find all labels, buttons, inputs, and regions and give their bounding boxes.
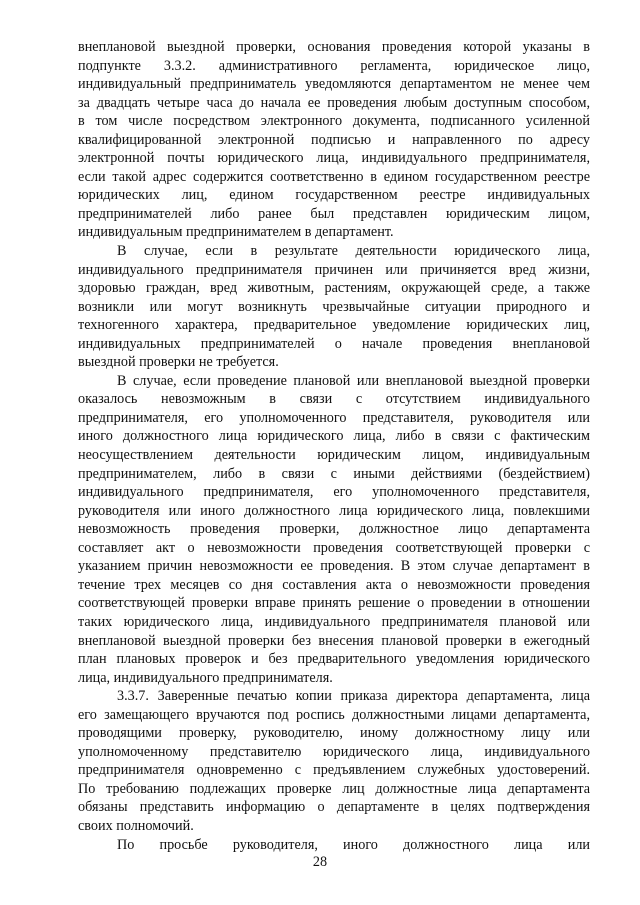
text-line: таких юридического лица, индивидуального предпринимателя плановой или [78,613,590,630]
page-number: 28 [312,854,328,870]
text-line: предпринимателем, либо в связи с иными действиями (бездействием) [78,465,590,482]
text-line: юридических лиц, едином государственном реестре индивидуальных [78,187,590,204]
text-line: индивидуальный предприниматель уведомляются департаментом не менее чем [78,76,590,93]
text-line: электронной почты юридического лица, индивидуального предпринимателя, [78,150,590,167]
text-line: индивидуального предпринимателя, его уполномоченного представителя, [78,484,590,501]
text-line: невозможность проведения проверки, должностное лицо департамента [78,521,590,538]
paragraph [78,836,590,855]
text-line: подпункте 3.3.2. административного регламента, юридическое лицо, [78,57,590,74]
text-line: внеплановой выездной проверки, основания проведения которой указаны в [78,39,590,55]
text-line: внеплановой выездной проверки без внесения плановой проверки в ежегодный [78,632,590,649]
text-line: указанием причин невозможности ее проведения. В этом случае департамент в [78,558,590,575]
text-line: здоровью граждан, вред животным, растениям, окружающей среде, а также [78,280,590,297]
text-line: если такой адрес содержится соответственно в едином государственном реестре [78,168,590,185]
text-line: лица, индивидуального предпринимателя. [78,669,333,686]
text-line: предпринимателя, его уполномоченного представителя, руководителя или [78,409,590,426]
text-line: индивидуальных предпринимателей о начале проведения внеплановой [78,335,590,352]
text-line: В случае, если проведение плановой или внеплановой выездной проверки [117,372,590,389]
text-line: течение трех месяцев со дня составления акта о невозможности проведения [78,576,590,593]
text-line: неосуществлением деятельности юридическим лицом, индивидуальным [78,447,590,464]
text-line: предпринимателя одновременно с предъявлением служебных удостоверений. [78,762,590,779]
text-line: обязаны представить информацию о департаменте в целях подтверждения [78,799,590,816]
text-line: план плановых проверок и без предварительного уведомления юридического [78,651,590,668]
text-line: 3.3.7. Заверенные печатью копии приказа директора департамента, лица [117,688,590,705]
text-line: своих полномочий. [78,817,194,834]
text-line: его замещающего вручаются под роспись должностными лицами департамента, [78,706,590,723]
text-line: оказалось невозможным в связи с отсутствием индивидуального [78,391,590,408]
document-body [78,38,590,854]
text-line: В случае, если в результате деятельности юридического лица, [117,243,590,260]
text-line: индивидуального предпринимателя причинен или причиняется вред жизни, [78,261,590,278]
text-line: соответствующей проверки вправе принять решение о проведении в отношении [78,595,590,612]
text-line: в том числе посредством электронного документа, подписанного усиленной [78,113,590,130]
text-line: составляет акт о невозможности проведения соответствующей проверки с [78,539,590,556]
text-line: руководителя или иного должностного лица юридического лица, повлекшими [78,502,590,519]
text-line: предпринимателей либо ранее был представлен юридическим лицом, [78,205,590,222]
text-line: По просьбе руководителя, иного должностного лица или [117,836,590,853]
text-line: индивидуальным предпринимателем в департамент. [78,224,394,241]
paragraph [78,687,590,835]
paragraph [78,372,590,687]
text-line: возникли или могут возникнуть чрезвычайные ситуации природного и [78,298,590,315]
paragraph [78,242,590,372]
text-line: По требованию подлежащих проверке лиц должностные лица департамента [78,780,590,797]
paragraph [78,38,590,242]
text-line: выездной проверки не требуется. [78,354,279,371]
text-line: проводящими проверку, руководителю, иному должностному лицу или [78,725,590,742]
text-line: за двадцать четыре часа до начала ее проведения любым доступным способом, [78,94,590,111]
text-line: техногенного характера, предварительное уведомление юридических лиц, [78,317,590,334]
text-line: иного должностного лица юридического лица, либо в связи с фактическим [78,428,590,445]
text-line: квалифицированной электронной подписью и направленного по адресу [78,131,590,148]
text-line: уполномоченному представителю юридического лица, индивидуального [78,743,590,760]
